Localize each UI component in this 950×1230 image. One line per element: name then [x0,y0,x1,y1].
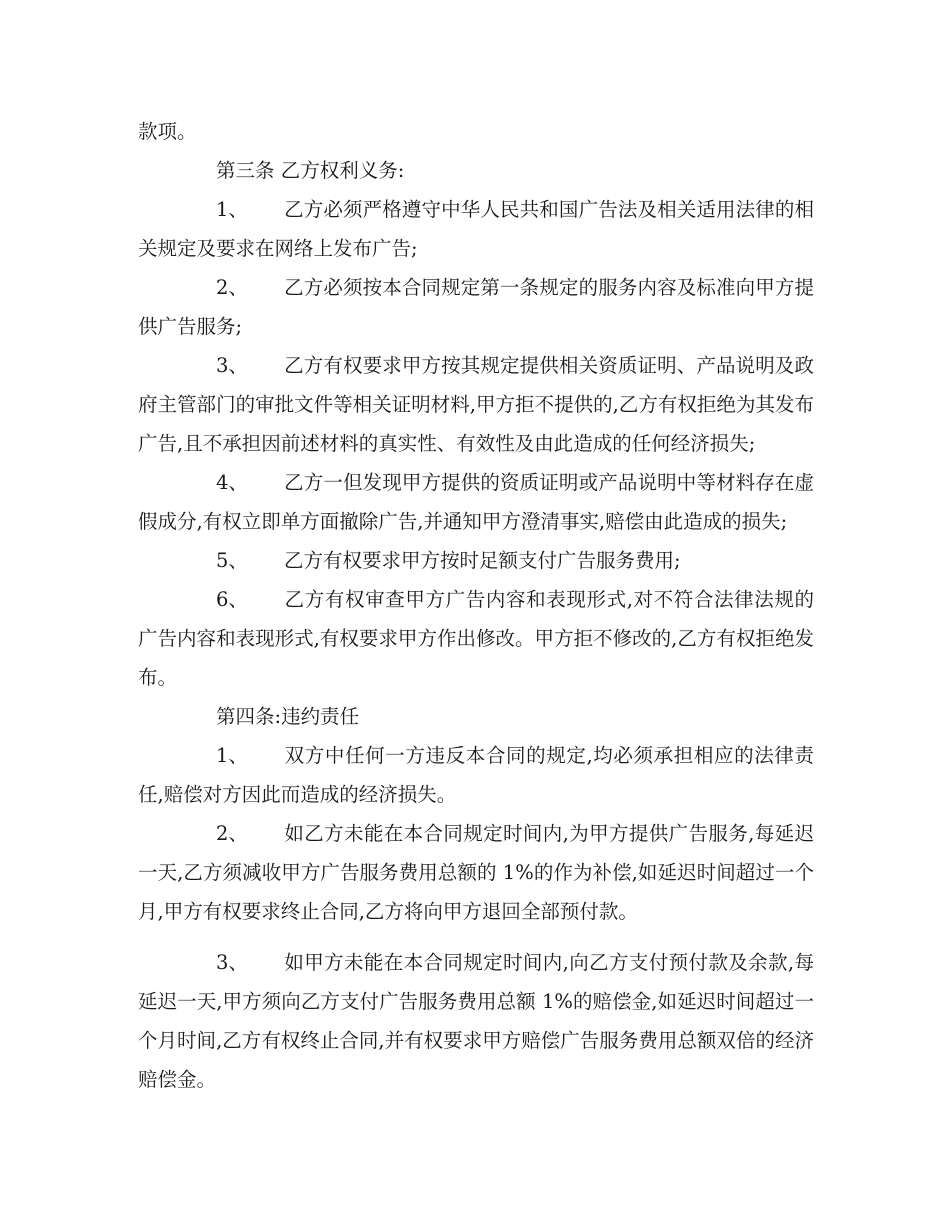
article-4-item-1 [138,736,814,814]
item-text: 乙方必须严格遵守中华人民共和国广告法及相关适用法律的相关规定及要求在网络上发布广告; [138,198,814,260]
document-page [138,112,814,1099]
item-text: 乙方必须按本合同规定第一条规定的服务内容及标准向甲方提供广告服务; [138,276,814,338]
article-3-item-1 [138,190,814,268]
item-text: 如乙方未能在本合同规定时间内,为甲方提供广告服务,每延迟一天,乙方须减收甲方广告服务费用总额的 1%的作为补偿,如延迟时间超过一个月,甲方有权要求终止合同,乙方将向甲方退回全部预付款。 [138,822,814,923]
article-4-item-2 [138,814,814,931]
item-number: 3、 [216,354,248,377]
item-text: 如甲方未能在本合同规定时间内,向乙方支付预付款及余款,每延迟一天,甲方须向乙方支付广告服务费用总额 1%的赔偿金,如延迟时间超过一个月时间,乙方有权终止合同,并有权要求甲方赔偿广告服务费用总额双倍的经济赔偿金。 [138,951,814,1091]
article-3-item-2 [138,268,814,346]
item-number: 3、 [216,951,248,974]
article-3-item-3 [138,346,814,463]
item-number: 1、 [216,198,248,221]
item-number: 2、 [216,276,248,299]
item-text: 乙方有权要求甲方按其规定提供相关资质证明、产品说明及政府主管部门的审批文件等相关证明材料,甲方拒不提供的,乙方有权拒绝为其发布广告,且不承担因前述材料的真实性、有效性及由此造成的任何经济损失; [138,354,814,455]
article-3-item-5 [138,541,814,580]
item-number: 4、 [216,471,248,494]
article-4-heading: 第四条:违约责任 [216,705,360,728]
item-number: 2、 [216,822,248,845]
article-4-item-3 [138,943,814,1099]
article-3-item-4 [138,463,814,541]
item-text: 乙方一但发现甲方提供的资质证明或产品说明中等材料存在虚假成分,有权立即单方面撤除广告,并通知甲方澄清事实,赔偿由此造成的损失; [138,471,814,533]
item-text: 乙方有权审查甲方广告内容和表现形式,对不符合法律法规的广告内容和表现形式,有权要求甲方作出修改。甲方拒不修改的,乙方有权拒绝发布。 [138,588,814,689]
item-number: 1、 [216,744,248,767]
item-number: 5、 [216,549,248,572]
item-text: 乙方有权要求甲方按时足额支付广告服务费用; [284,549,681,572]
article-3-item-6 [138,580,814,697]
article-3-heading: 第三条 乙方权利义务: [216,159,405,182]
intro-tail: 款项。 [138,120,197,143]
item-number: 6、 [216,588,248,611]
item-text: 双方中任何一方违反本合同的规定,均必须承担相应的法律责任,赔偿对方因此而造成的经济损失。 [138,744,814,806]
paragraph-spacer [138,931,814,943]
